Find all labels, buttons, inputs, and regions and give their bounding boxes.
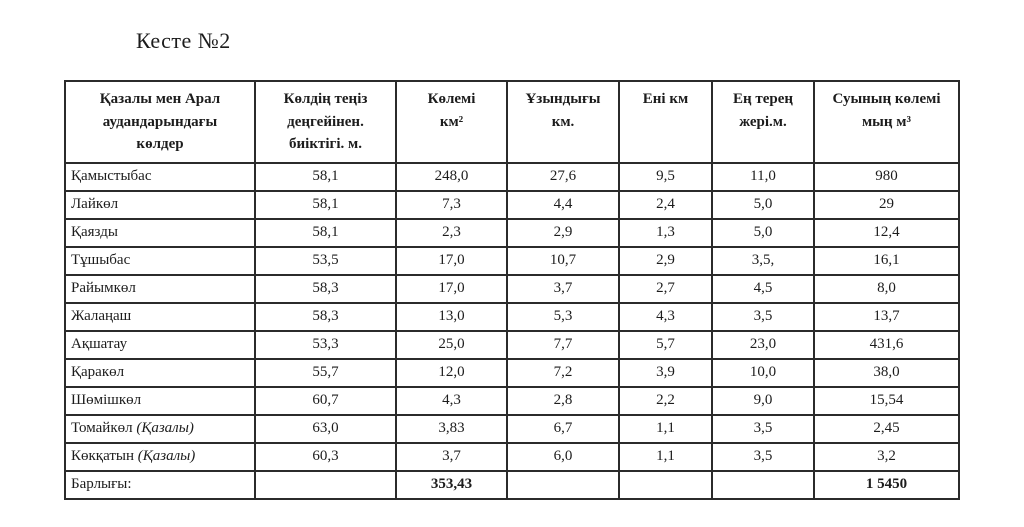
header-line: Суының көлемі — [832, 91, 941, 107]
table-row — [65, 219, 959, 247]
header-line: мың м³ — [861, 113, 912, 130]
table-cell: 248,0 — [396, 163, 507, 191]
lakes-table — [64, 80, 960, 500]
table-cell: 3,5 — [712, 303, 814, 331]
table-cell: 58,1 — [255, 191, 396, 219]
header-line: Ұзындығы — [525, 91, 601, 107]
lake-name: Қамыстыбас — [71, 168, 152, 184]
header-line: км² — [439, 113, 464, 130]
table-cell: 17,0 — [396, 275, 507, 303]
lake-name: Лайкөл — [71, 196, 119, 212]
table-row — [65, 247, 959, 275]
header-line: Ең терең — [732, 91, 794, 107]
table-row — [65, 163, 959, 191]
lake-name: Барлығы: — [71, 476, 132, 492]
table-header-cell — [507, 81, 619, 163]
table-cell: 3,2 — [814, 443, 959, 471]
table-cell: 7,2 — [507, 359, 619, 387]
table-cell: 353,43 — [396, 471, 507, 499]
table-row — [65, 471, 959, 499]
table-row — [65, 303, 959, 331]
table-cell: 3,5 — [712, 443, 814, 471]
table-header-cell — [255, 81, 396, 163]
table-cell: 60,7 — [255, 387, 396, 415]
table-cell: 3,7 — [396, 443, 507, 471]
row-label-cell — [65, 303, 255, 331]
table-cell: 63,0 — [255, 415, 396, 443]
table-cell — [507, 471, 619, 499]
table-cell: 58,3 — [255, 275, 396, 303]
table-cell: 1 5450 — [814, 471, 959, 499]
header-line: Қазалы мен Арал — [99, 91, 221, 107]
header-line: жері.м. — [739, 113, 787, 130]
table-cell: 11,0 — [712, 163, 814, 191]
table-header-row — [65, 81, 959, 163]
table-row — [65, 387, 959, 415]
table-body — [65, 163, 959, 499]
table-cell: 9,0 — [712, 387, 814, 415]
table-cell: 5,0 — [712, 219, 814, 247]
table-cell: 53,3 — [255, 331, 396, 359]
lake-name: Жалаңаш — [71, 308, 132, 324]
table-cell: 2,8 — [507, 387, 619, 415]
table-cell: 23,0 — [712, 331, 814, 359]
header-line: аудандарындағы — [102, 113, 218, 130]
header-line: Көлемі — [427, 91, 476, 107]
table-cell: 6,7 — [507, 415, 619, 443]
table-cell — [712, 471, 814, 499]
table-row — [65, 359, 959, 387]
table-cell: 2,9 — [507, 219, 619, 247]
table-cell: 5,3 — [507, 303, 619, 331]
lake-name: Қаракөл — [71, 364, 125, 380]
table-cell: 2,4 — [619, 191, 712, 219]
table-cell: 431,6 — [814, 331, 959, 359]
table-head — [65, 81, 959, 163]
table-cell: 5,7 — [619, 331, 712, 359]
header-line: км. — [551, 113, 575, 130]
table-cell: 1,1 — [619, 415, 712, 443]
table-cell: 15,54 — [814, 387, 959, 415]
row-label-cell — [65, 275, 255, 303]
table-cell: 13,0 — [396, 303, 507, 331]
table-cell — [619, 471, 712, 499]
lake-name: Райымкөл — [71, 280, 136, 296]
table-header-cell — [619, 81, 712, 163]
table-header-cell — [814, 81, 959, 163]
table-row — [65, 443, 959, 471]
table-row — [65, 275, 959, 303]
table-cell: 38,0 — [814, 359, 959, 387]
table-cell: 2,3 — [396, 219, 507, 247]
row-label-cell — [65, 191, 255, 219]
table-cell: 3,9 — [619, 359, 712, 387]
row-label-cell — [65, 387, 255, 415]
lake-name: Қаязды — [71, 224, 118, 240]
table-cell: 10,7 — [507, 247, 619, 275]
table-cell: 2,7 — [619, 275, 712, 303]
table-cell: 4,4 — [507, 191, 619, 219]
table-header-cell — [396, 81, 507, 163]
row-label-cell — [65, 247, 255, 275]
lake-name: Көкқатын — [71, 448, 135, 464]
lake-name: Тұшыбас — [71, 252, 131, 268]
table-cell: 5,0 — [712, 191, 814, 219]
table-cell: 7,3 — [396, 191, 507, 219]
table-cell: 60,3 — [255, 443, 396, 471]
table-row — [65, 331, 959, 359]
table-cell: 58,1 — [255, 219, 396, 247]
table-cell: 58,1 — [255, 163, 396, 191]
table-cell — [255, 471, 396, 499]
table-cell: 10,0 — [712, 359, 814, 387]
table-cell: 1,3 — [619, 219, 712, 247]
table-cell: 17,0 — [396, 247, 507, 275]
table-row — [65, 191, 959, 219]
table-cell: 2,9 — [619, 247, 712, 275]
table-cell: 53,5 — [255, 247, 396, 275]
table-cell: 4,3 — [396, 387, 507, 415]
row-label-cell — [65, 163, 255, 191]
header-line: Көлдің теңіз — [283, 91, 368, 107]
header-line: биіктігі. м. — [289, 136, 362, 152]
row-label-cell — [65, 443, 255, 471]
table-cell: 12,4 — [814, 219, 959, 247]
row-label-cell — [65, 331, 255, 359]
document-title: Кесте №2 — [136, 28, 231, 53]
row-label-cell — [65, 359, 255, 387]
table-cell: 4,3 — [619, 303, 712, 331]
table-cell: 12,0 — [396, 359, 507, 387]
lake-name-suffix: (Қазалы) — [137, 448, 196, 464]
table-cell: 25,0 — [396, 331, 507, 359]
lake-name: Томайкөл — [71, 420, 133, 436]
row-label-cell — [65, 219, 255, 247]
table-cell: 2,45 — [814, 415, 959, 443]
table-cell: 9,5 — [619, 163, 712, 191]
table-cell: 3,83 — [396, 415, 507, 443]
table-cell: 3,5 — [712, 415, 814, 443]
table-header-cell — [712, 81, 814, 163]
row-label-cell — [65, 415, 255, 443]
table-cell: 2,2 — [619, 387, 712, 415]
header-line: көлдер — [136, 136, 184, 152]
table-cell: 7,7 — [507, 331, 619, 359]
row-label-cell — [65, 471, 255, 499]
table-cell: 980 — [814, 163, 959, 191]
table-cell: 4,5 — [712, 275, 814, 303]
table-cell: 3,5, — [712, 247, 814, 275]
header-line: Ені км — [642, 91, 689, 107]
table-cell: 8,0 — [814, 275, 959, 303]
table-cell: 1,1 — [619, 443, 712, 471]
table-cell: 6,0 — [507, 443, 619, 471]
lake-name: Шөмішкөл — [71, 392, 142, 408]
table-cell: 58,3 — [255, 303, 396, 331]
table-row — [65, 415, 959, 443]
lake-name: Ақшатау — [71, 336, 128, 352]
table-header-cell — [65, 81, 255, 163]
lake-name-suffix: (Қазалы) — [136, 420, 194, 436]
table-cell: 29 — [814, 191, 959, 219]
table-cell: 3,7 — [507, 275, 619, 303]
table-cell: 13,7 — [814, 303, 959, 331]
table-cell: 55,7 — [255, 359, 396, 387]
table-cell: 27,6 — [507, 163, 619, 191]
table-cell: 16,1 — [814, 247, 959, 275]
header-line: деңгейінен. — [287, 113, 364, 130]
